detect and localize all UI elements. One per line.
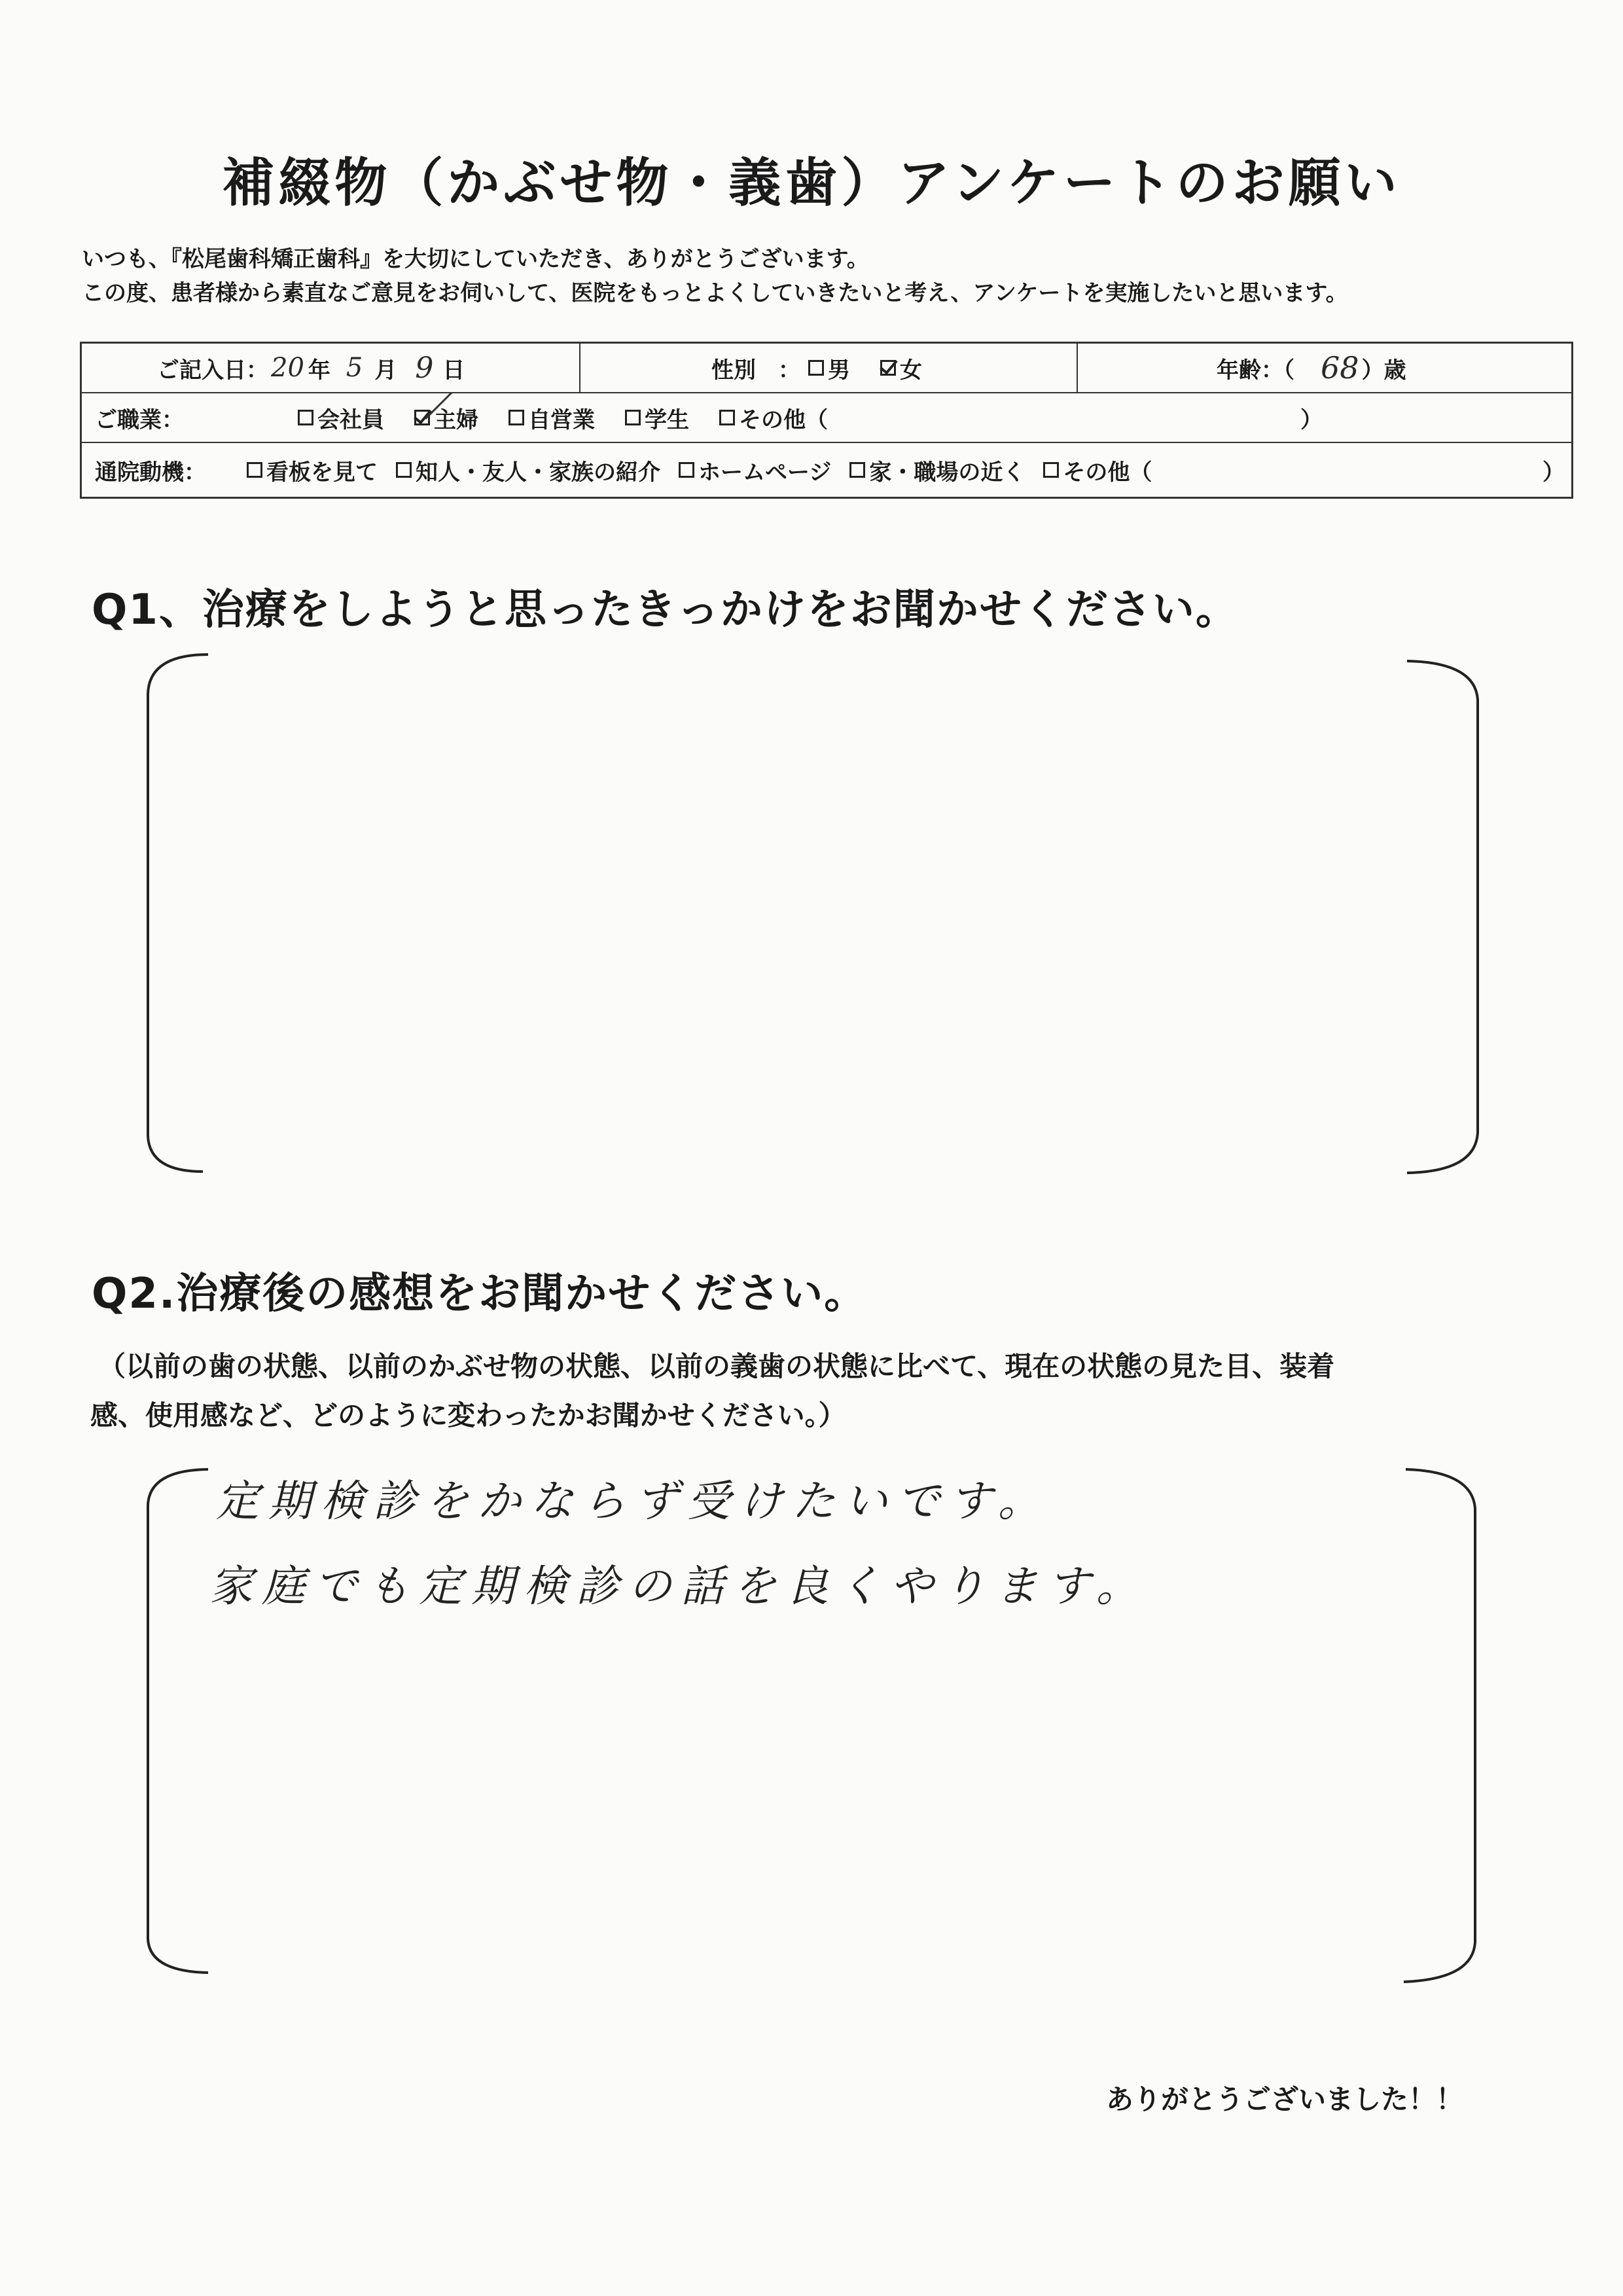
motive-other-close: ） — [1543, 459, 1565, 486]
age-value: 68 — [1321, 350, 1359, 386]
motive-option-other[interactable]: その他（ — [1043, 454, 1152, 486]
intro-line-1: いつも、『松尾歯科矯正歯科』を大切にしていただき、ありがとうございます。 — [82, 246, 869, 272]
date-month-unit: 月 — [374, 357, 397, 384]
q2-question: Q2.治療後の感想をお聞かせください。 — [92, 1270, 868, 1318]
date-month-value: 5 — [346, 353, 363, 383]
date-year-value: 20 — [271, 353, 304, 383]
q2-instruction-line-1: （以前の歯の状態、以前のかぶせ物の状態、以前の義歯の状態に比べて、現在の状態の見た目、装着 — [98, 1350, 1335, 1382]
occupation-option-company[interactable]: 会社員 — [298, 402, 384, 434]
gender-option-female[interactable]: 女 — [880, 352, 922, 384]
motive-option-nearby[interactable]: 家・職場の近く — [849, 454, 1025, 486]
handwritten-stroke — [425, 393, 452, 419]
date-label: ご記入日： — [157, 357, 268, 384]
occupation-label: ご職業： — [95, 406, 184, 433]
date-day-value: 9 — [415, 351, 434, 385]
motive-label: 通院動機： — [95, 459, 206, 486]
q2-left-bracket — [148, 1469, 208, 1973]
q1-right-bracket — [1407, 661, 1478, 1173]
date-day-unit: 日 — [442, 357, 465, 384]
q1-question: Q1、治療をしようと思ったきっかけをお聞かせください。 — [92, 586, 1239, 634]
q2-answer-line-1: 定期検診をかならず受けたいです。 — [216, 1476, 1050, 1526]
intro-line-2: この度、患者様から素直なご意見をお伺いして、医院をもっとよくしていきたいと考え、アンケートを実施したいと思います。 — [82, 280, 1348, 306]
date-year-unit: 年 — [308, 357, 330, 384]
occupation-option-other[interactable]: その他（ — [719, 402, 828, 434]
gender-option-male[interactable]: 男 — [808, 352, 850, 384]
q2-instruction-line-2: 感、使用感など、どのように変わったかお聞かせください。） — [90, 1399, 846, 1431]
motive-option-homepage[interactable]: ホームページ — [679, 454, 831, 486]
occupation-option-housewife[interactable]: 主婦 — [414, 402, 478, 434]
occupation-option-selfemployed[interactable]: 自営業 — [508, 402, 595, 434]
motive-option-referral[interactable]: 知人・友人・家族の紹介 — [396, 454, 660, 486]
q2-right-bracket — [1404, 1469, 1475, 1982]
q1-left-bracket — [148, 655, 208, 1172]
age-label: 年齢：（ — [1217, 357, 1294, 384]
page-title: 補綴物（かぶせ物・義歯）アンケートのお願い — [222, 152, 1401, 213]
motive-option-sign[interactable]: 看板を見て — [247, 454, 378, 486]
gender-label: 性別 ： — [711, 357, 800, 384]
q2-answer-line-2: 家庭でも定期検診の話を良くやります。 — [209, 1561, 1149, 1611]
occupation-other-close: ） — [1300, 406, 1323, 433]
occupation-option-student[interactable]: 学生 — [625, 402, 689, 434]
age-suffix: ）歳 — [1361, 357, 1406, 384]
thanks-message: ありがとうございました！！ — [1106, 2083, 1464, 2115]
